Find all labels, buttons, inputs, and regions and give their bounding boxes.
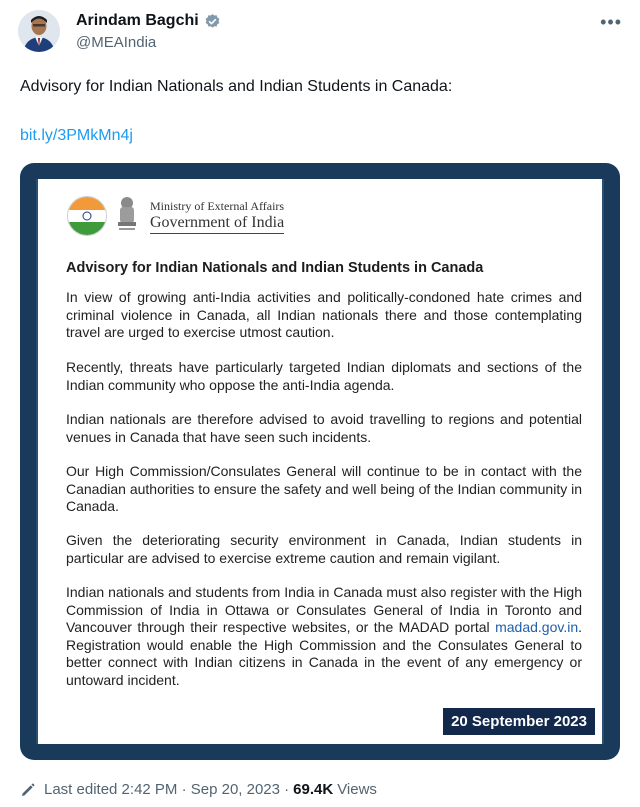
author-handle[interactable]: @MEAIndia bbox=[76, 34, 157, 51]
tweet-text: Advisory for Indian Nationals and Indian Students in Canada: bbox=[20, 78, 453, 95]
registration-text-end: . Registration would enable the High Commission and the Consulates General to better connect with Indian citizens in Canada in the event of any emergency or untoward incident. bbox=[66, 619, 582, 688]
verified-badge-icon bbox=[204, 13, 221, 30]
madad-portal-link: madad.gov.in bbox=[495, 619, 579, 635]
government-title: Government of India bbox=[150, 214, 284, 234]
advisory-document bbox=[36, 179, 604, 744]
avatar-photo-icon bbox=[18, 10, 60, 52]
document-paragraph: Indian nationals are therefore advised to avoid travelling to regions and potential venues in Canada that have seen such incidents. bbox=[66, 411, 582, 445]
more-options-icon[interactable]: ••• bbox=[600, 12, 622, 32]
registration-text-start: Indian nationals and students from India in Canada must also register with the High Commission of India in Ottawa or Consulates General of India in Toronto and Vancouver through their respective websites, or the MADAD portal bbox=[66, 584, 582, 635]
tweet-meta bbox=[20, 781, 377, 798]
views-label: Views bbox=[337, 781, 377, 798]
document-paragraph-registration bbox=[66, 584, 582, 689]
display-name[interactable]: Arindam Bagchi bbox=[76, 12, 199, 29]
edited-timestamp[interactable]: Last edited 2:42 PM · Sep 20, 2023 · bbox=[44, 781, 290, 798]
advisory-image-card[interactable] bbox=[20, 163, 620, 760]
document-paragraph: Given the deteriorating security environment in Canada, Indian students in particular are advised to exercise extreme caution and remain vigilant. bbox=[66, 532, 582, 566]
indian-flag-icon bbox=[68, 197, 106, 235]
avatar[interactable] bbox=[18, 10, 60, 52]
tweet-link[interactable]: bit.ly/3PMkMn4j bbox=[20, 127, 133, 144]
document-heading: Advisory for Indian Nationals and Indian Students in Canada bbox=[66, 260, 484, 276]
document-date: 20 September 2023 bbox=[442, 707, 596, 736]
document-paragraph: Recently, threats have particularly targeted Indian diplomats and sections of the Indian community who oppose the anti-India agenda. bbox=[66, 359, 582, 393]
ministry-title: Ministry of External Affairs bbox=[150, 199, 285, 213]
pencil-icon bbox=[20, 782, 36, 798]
views-count: 69.4K bbox=[293, 781, 334, 798]
document-paragraph: In view of growing anti-India activities and politically-condoned hate crimes and criminal violence in Canada, all Indian nationals there and those contemplating travel are urged to exercise utmost caution. bbox=[66, 289, 582, 340]
document-paragraph: Our High Commission/Consulates General will continue to be in contact with the Canadian authorities to ensure the safety and well being of the Indian community in Canada. bbox=[66, 463, 582, 514]
author-name-row bbox=[76, 12, 221, 30]
national-emblem-icon bbox=[114, 195, 140, 237]
